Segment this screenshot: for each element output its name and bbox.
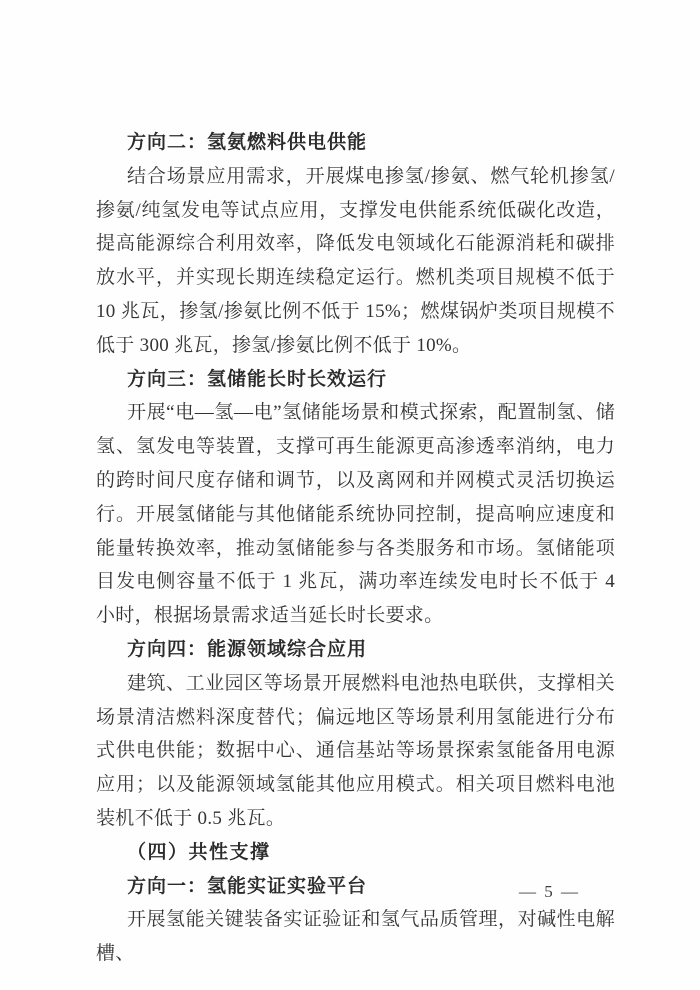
paragraph-hydrogen-ammonia-fuel: 结合场景应用需求，开展煤电掺氢/掺氨、燃气轮机掺氢/掺氨/纯氢发电等试点应用，支撑发电供能系统低碳化改造，提高能源综合利用效率，降低发电领域化石能源消耗和碳排放水平，并实现长期连续稳定运行。燃机类项目规模不低于 10 兆瓦，掺氢/掺氨比例不低于 15%；燃煤锅炉类项目规模不低于 300 兆瓦，掺氢/掺氨比例不低于 10%。	[96, 165, 615, 356]
paragraph-hydrogen-verification-platform: 开展氢能关键装备实证验证和氢气品质管理，对碱性电解槽、	[96, 909, 615, 965]
heading-section-4-common-support: （四）共性支撑	[127, 841, 271, 863]
heading-direction-4: 方向四：能源领域综合应用	[127, 638, 368, 660]
page-number: — 5 —	[519, 882, 580, 901]
heading-direction-2: 方向二：氢氨燃料供电供能	[127, 132, 368, 153]
heading-direction-3: 方向三：氢储能长时长效运行	[127, 368, 388, 390]
heading-direction-1: 方向一：氢能实证实验平台	[127, 875, 368, 897]
paragraph-energy-comprehensive-application: 建筑、工业园区等场景开展燃料电池热电联供，支撑相关场景清洁燃料深度替代；偏远地区等场景利用氢能进行分布式供电供能；数据中心、通信基站等场景探索氢能备用电源应用；以及能源领域氢能其他应用模式。相关项目燃料电池装机不低于 0.5 兆瓦。	[96, 672, 615, 829]
document-content	[96, 126, 615, 971]
paragraph-hydrogen-storage: 开展“电—氢—电”氢储能场景和模式探索，配置制氢、储氢、氢发电等装置，支撑可再生能源更高渗透率消纳，电力的跨时间尺度存储和调节，以及离网和并网模式灵活切换运行。开展氢储能与其他储能系统协同控制，提高响应速度和能量转换效率，推动氢储能参与各类服务和市场。氢储能项目发电侧容量不低于 1 兆瓦，满功率连续发电时长不低于 4 小时，根据场景需求适当延长时长要求。	[96, 402, 615, 627]
